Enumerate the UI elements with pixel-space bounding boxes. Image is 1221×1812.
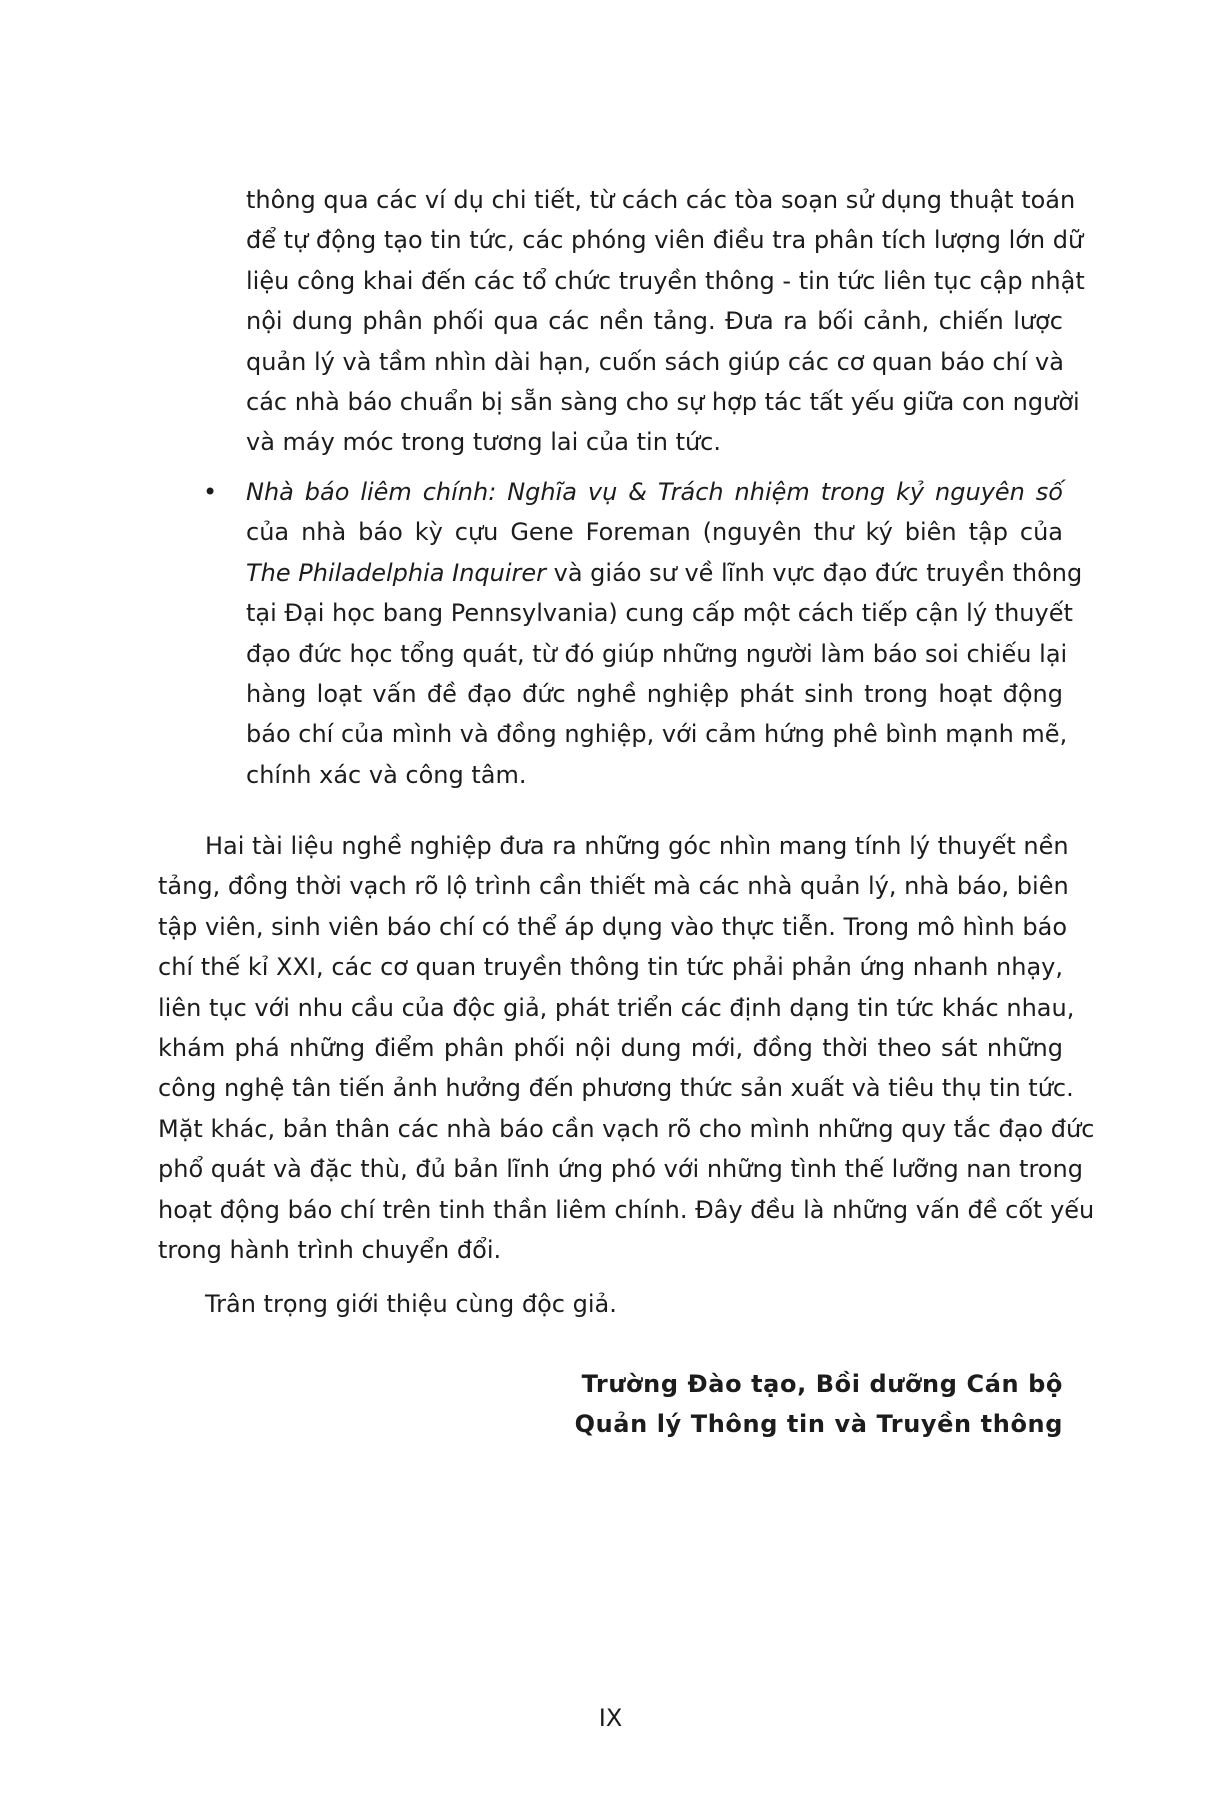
text-line: công nghệ tân tiến ảnh hưởng đến phương thức sản xuất và tiêu thụ tin tức. (158, 1074, 1074, 1103)
text-line (246, 553, 1083, 593)
text-line: chí thế kỉ XXI, các cơ quan truyền thông tin tức phải phản ứng nhanh nhạy, (158, 953, 1063, 982)
signature-line: Quản lý Thông tin và Truyền thông (574, 1410, 1063, 1439)
text-line: phổ quát và đặc thù, đủ bản lĩnh ứng phó với những tình thế lưỡng nan trong (158, 1155, 1083, 1184)
text-line: liệu công khai đến các tổ chức truyền thông - tin tức liên tục cập nhật (246, 266, 1085, 295)
main-paragraph (158, 826, 1095, 1270)
book-title (246, 472, 1063, 512)
text-fragment: và giáo sư về lĩnh vực đạo đức truyền thông (546, 558, 1083, 587)
text-line: nội dung phân phối qua các nền tảng. Đưa ra bối cảnh, chiến lược (246, 307, 1063, 336)
text-line: chính xác và công tâm. (246, 760, 527, 789)
text-line: và máy móc trong tương lai của tin tức. (246, 428, 722, 457)
text-line: để tự động tạo tin tức, các phóng viên điều tra phân tích lượng lớn dữ (246, 226, 1084, 255)
newspaper-name: The Philadelphia Inquirer (246, 558, 547, 587)
text-line: đạo đức học tổng quát, từ đó giúp những người làm báo soi chiếu lại (246, 639, 1068, 668)
text-line: tảng, đồng thời vạch rõ lộ trình cần thiết mà các nhà quản lý, nhà báo, biên (158, 872, 1069, 901)
text-line: trong hành trình chuyển đổi. (158, 1236, 502, 1265)
text-line: quản lý và tầm nhìn dài hạn, cuốn sách giúp các cơ quan báo chí và (246, 347, 1064, 376)
text-line: thông qua các ví dụ chi tiết, từ cách các tòa soạn sử dụng thuật toán (246, 186, 1076, 214)
text-line: liên tục với nhu cầu của độc giả, phát triển các định dạng tin tức khác nhau, (158, 993, 1075, 1022)
text-line: báo chí của mình và đồng nghiệp, với cảm hứng phê bình mạnh mẽ, (246, 720, 1068, 749)
top-paragraph (246, 180, 1085, 463)
page-number: IX (598, 1704, 623, 1732)
text-line: hàng loạt vấn đề đạo đức nghề nghiệp phát sinh trong hoạt động (246, 680, 1063, 709)
closing-line: Trân trọng giới thiệu cùng độc giả. (205, 1290, 617, 1318)
text-line: các nhà báo chuẩn bị sẵn sàng cho sự hợp tác tất yếu giữa con người (246, 388, 1080, 417)
signature (575, 1364, 1063, 1445)
text-line: Mặt khác, bản thân các nhà báo cần vạch rõ cho mình những quy tắc đạo đức (158, 1114, 1095, 1143)
text-line: Hai tài liệu nghề nghiệp đưa ra những góc nhìn mang tính lý thuyết nền (205, 832, 1069, 860)
text-line: tại Đại học bang Pennsylvania) cung cấp một cách tiếp cận lý thuyết (246, 599, 1073, 628)
text-line: của nhà báo kỳ cựu Gene Foreman (nguyên thư ký biên tập của (246, 518, 1063, 547)
bullet-marker: • (203, 478, 218, 506)
book-title-italic: Nhà báo liêm chính: Nghĩa vụ & Trách nhiệm trong kỷ nguyên số (246, 478, 1063, 506)
text-line: tập viên, sinh viên báo chí có thể áp dụng vào thực tiễn. Trong mô hình báo (158, 912, 1068, 941)
text-line: khám phá những điểm phân phối nội dung mới, đồng thời theo sát những (158, 1034, 1063, 1063)
closing-paragraph (158, 1284, 1063, 1324)
text-line: hoạt động báo chí trên tinh thần liêm chính. Đây đều là những vấn đề cốt yếu (158, 1195, 1095, 1224)
bullet-item (246, 472, 1083, 795)
signature-line: Trường Đào tạo, Bồi dưỡng Cán bộ (581, 1370, 1063, 1398)
